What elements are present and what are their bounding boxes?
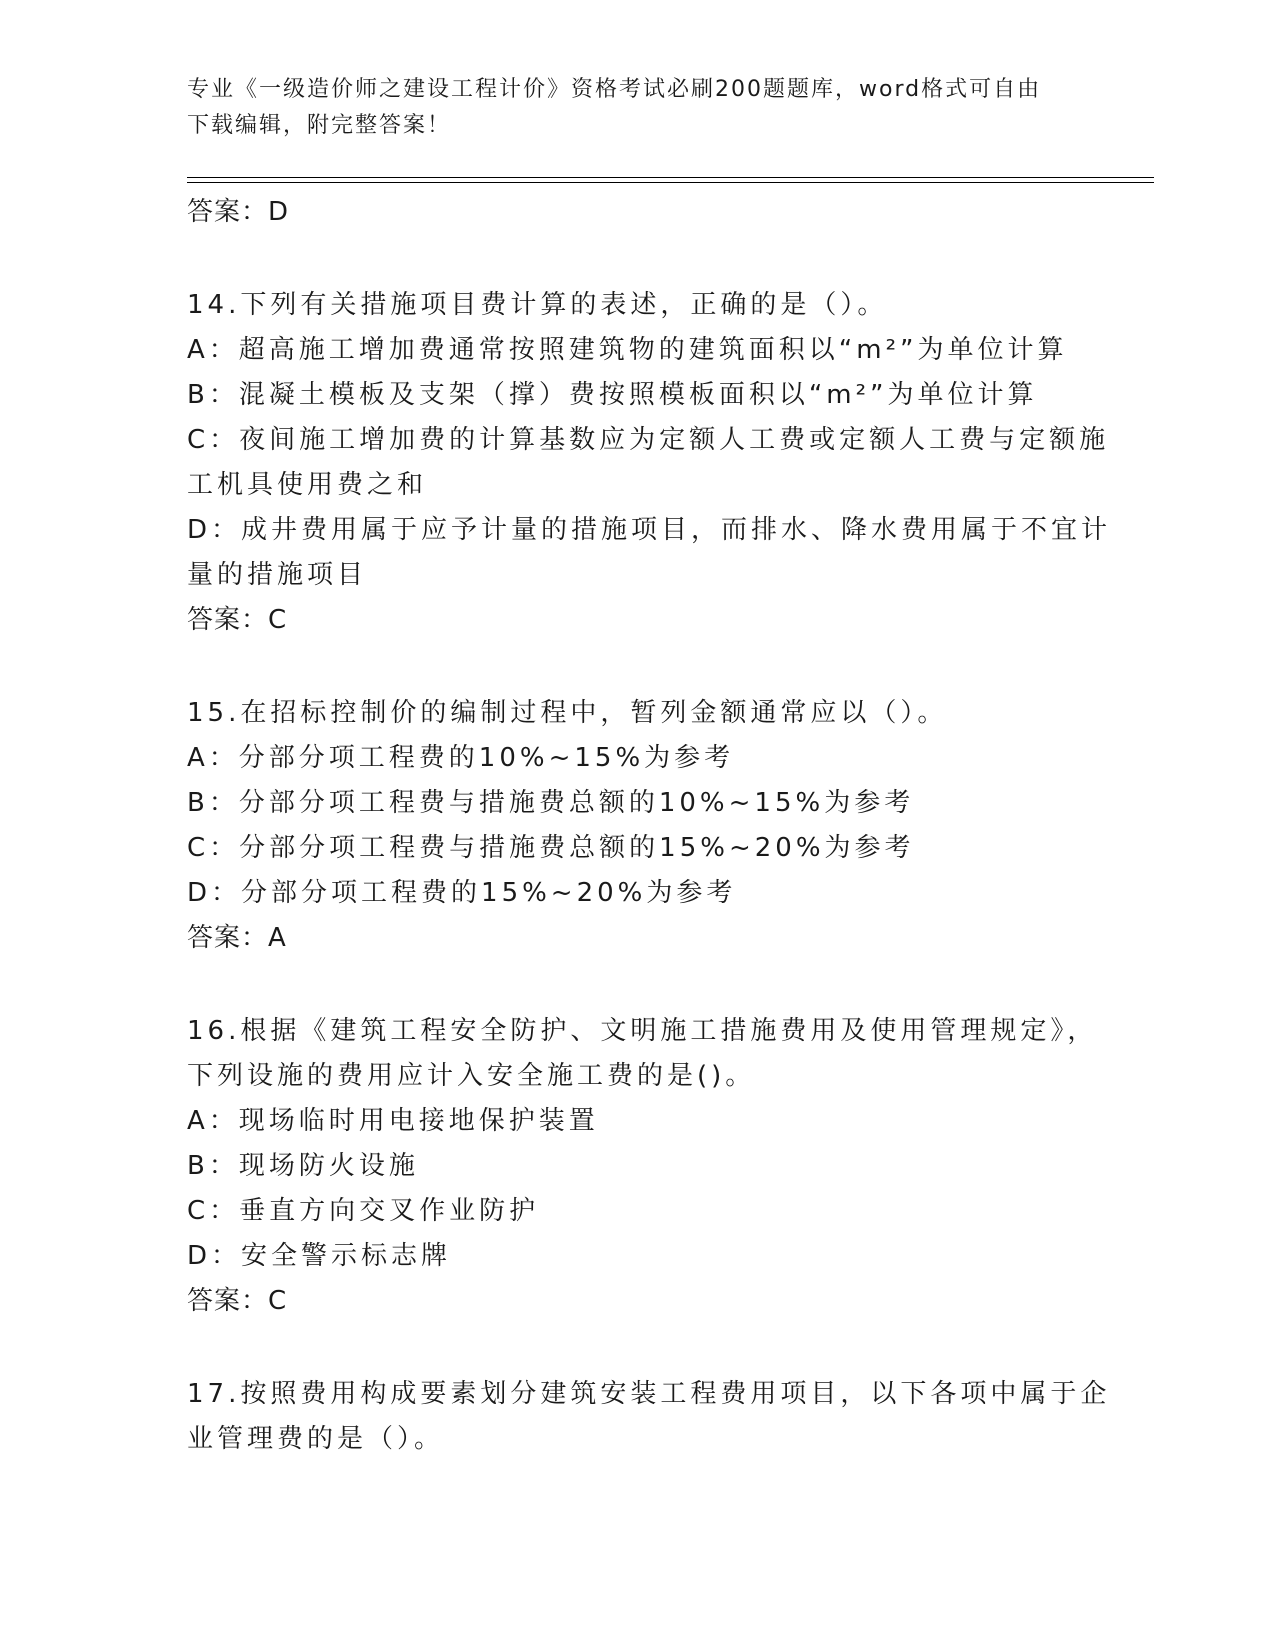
question-stem-line: 业管理费的是（）。 [187, 1424, 445, 1454]
answer-line: 答案：C [187, 1286, 288, 1316]
question-list [187, 235, 1112, 1462]
answer-line: 答案：A [187, 923, 287, 953]
question-stem-line: 17.按照费用构成要素划分建筑安装工程费用项目，以下各项中属于企 [187, 1379, 1111, 1409]
option-line: 工机具使用费之和 [187, 470, 428, 500]
header-rule-top [187, 177, 1154, 178]
question-stem-line: 下列设施的费用应计入安全施工费的是()。 [187, 1061, 756, 1091]
option-line: D：成井费用属于应予计量的措施项目，而排水、降水费用属于不宜计 [187, 515, 1112, 545]
option-line: B：现场防火设施 [187, 1151, 419, 1181]
answer-line: 答案：C [187, 605, 288, 635]
option-line: B：混凝土模板及支架（撑）费按照模板面积以“m²”为单位计算 [187, 380, 1038, 410]
document-header [187, 72, 1087, 144]
question-gap [187, 1324, 1087, 1372]
option-line: D：分部分项工程费的15%~20%为参考 [187, 878, 737, 908]
question-item [187, 691, 1087, 961]
option-line: A：分部分项工程费的10%~15%为参考 [187, 743, 735, 773]
option-line: C：分部分项工程费与措施费总额的15%~20%为参考 [187, 833, 915, 863]
question-gap [187, 961, 1087, 1009]
option-line: D：安全警示标志牌 [187, 1241, 452, 1271]
question-stem-line: 16.根据《建筑工程安全防护、文明施工措施费用及使用管理规定》， [187, 1016, 1098, 1046]
question-item [187, 283, 1112, 643]
option-line: C：夜间施工增加费的计算基数应为定额人工费或定额人工费与定额施 [187, 425, 1110, 455]
previous-answer: 答案：D [187, 197, 290, 227]
question-item [187, 1372, 1111, 1462]
question-stem-line: 15.在招标控制价的编制过程中，暂列金额通常应以（）。 [187, 698, 948, 728]
option-line: 量的措施项目 [187, 560, 368, 590]
option-line: B：分部分项工程费与措施费总额的10%~15%为参考 [187, 788, 915, 818]
option-line: A：现场临时用电接地保护装置 [187, 1106, 599, 1136]
header-line-1: 专业《一级造价师之建设工程计价》资格考试必刷200题题库，word格式可自由 [187, 77, 1042, 102]
option-line: A：超高施工增加费通常按照建筑物的建筑面积以“m²”为单位计算 [187, 335, 1068, 365]
document-body [187, 190, 1112, 1462]
question-gap [187, 235, 1087, 283]
question-gap [187, 643, 1087, 691]
question-stem-line: 14.下列有关措施项目费计算的表述，正确的是（）。 [187, 290, 888, 320]
question-item [187, 1009, 1098, 1324]
header-rule-bottom [187, 182, 1154, 183]
option-line: C：垂直方向交叉作业防护 [187, 1196, 540, 1226]
header-line-2: 下载编辑，附完整答案！ [187, 113, 452, 138]
